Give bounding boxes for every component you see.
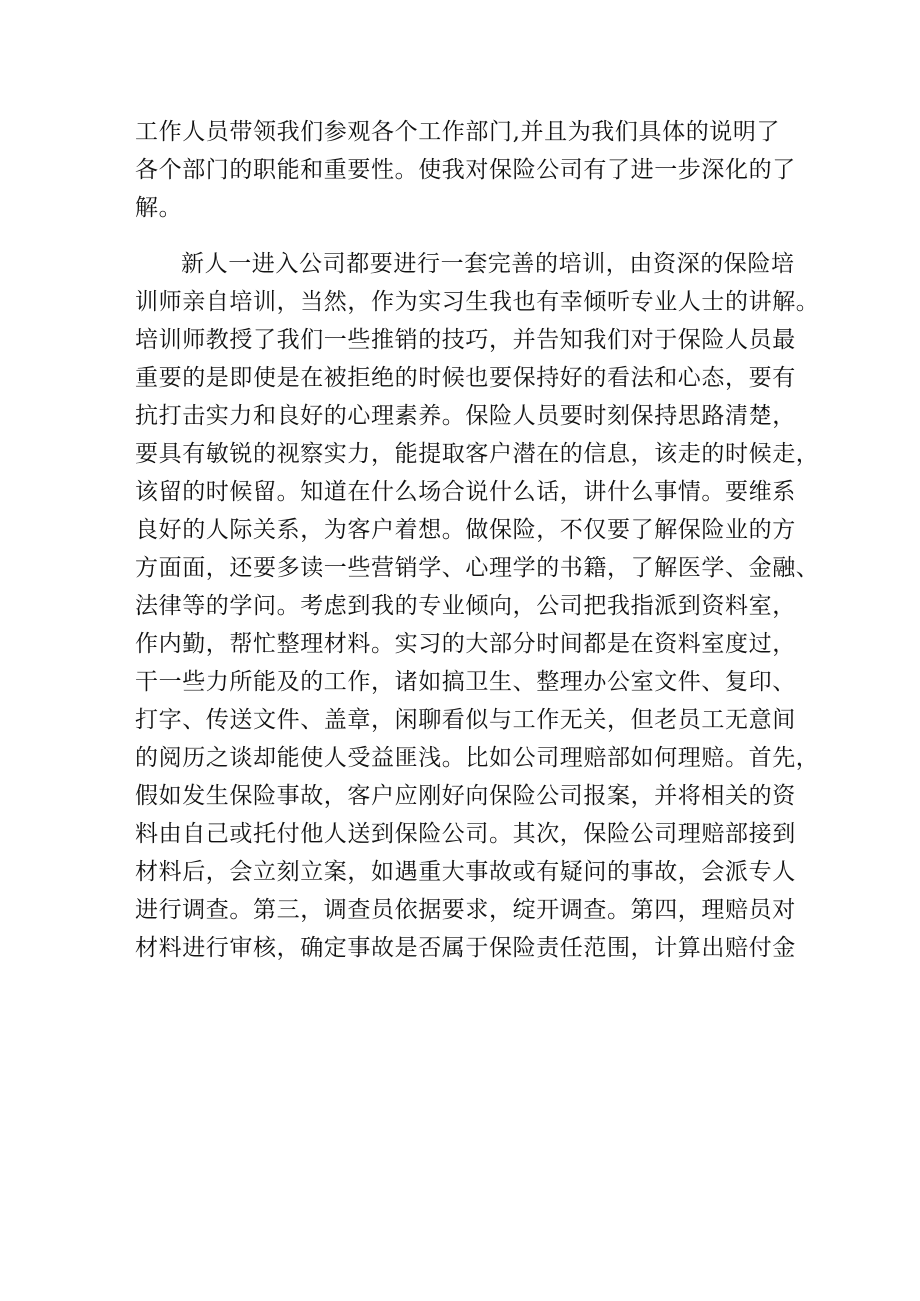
text-line: 要具有敏锐的视察实力，能提取客户潜在的信息，该走的时候走， — [135, 441, 820, 467]
text-line: 各个部门的职能和重要性。使我对保险公司有了进一步深化的了 — [135, 157, 796, 183]
text-line: 假如发生保险事故，客户应刚好向保险公司报案，并将相关的资 — [135, 783, 796, 809]
text-line: 法律等的学问。考虑到我的专业倾向，公司把我指派到资料室， — [135, 593, 796, 619]
paragraph-1 — [135, 113, 815, 227]
text-line: 训师亲自培训，当然，作为实习生我也有幸倾听专业人士的讲解。 — [135, 289, 820, 315]
text-line: 重要的是即使是在被拒绝的时候也要保持好的看法和心态，要有 — [135, 365, 796, 391]
text-line: 解。 — [135, 195, 183, 221]
text-line: 培训师教授了我们一些推销的技巧，并告知我们对于保险人员最 — [135, 327, 796, 353]
body-text — [135, 113, 820, 1119]
text-line — [135, 1043, 815, 1081]
text-line: 料由自己或托付他人送到保险公司。其次，保险公司理赔部接到 — [135, 821, 796, 847]
text-line — [135, 1005, 815, 1043]
paragraph-spacer — [135, 227, 815, 245]
text-line — [135, 1081, 815, 1119]
text-line: 干一些力所能及的工作，诸如搞卫生、整理办公室文件、复印、 — [135, 669, 796, 695]
text-line: 方面面，还要多读一些营销学、心理学的书籍，了解医学、金融、 — [135, 555, 820, 581]
text-line: 打字、传送文件、盖章，闲聊看似与工作无关，但老员工无意间 — [135, 707, 796, 733]
text-line: 作内勤，帮忙整理材料。实习的大部分时间都是在资料室度过， — [135, 631, 796, 657]
text-line: 材料后，会立刻立案，如遇重大事故或有疑问的事故，会派专人 — [135, 859, 796, 885]
text-line: 该留的时候留。知道在什么场合说什么话，讲什么事情。要维系 — [135, 479, 796, 505]
text-line: 工作人员带领我们参观各个工作部门,并且为我们具体的说明了 — [135, 119, 781, 145]
paragraph-2 — [135, 245, 820, 1119]
text-line: 进行调查。第三，调查员依据要求，绽开调查。第四，理赔员对 — [135, 897, 796, 923]
text-line — [135, 967, 815, 1005]
text-line: 新人一进入公司都要进行一套完善的培训，由资深的保险培 — [181, 251, 795, 277]
text-line: 良好的人际关系，为客户着想。做保险，不仅要了解保险业的方 — [135, 517, 796, 543]
text-line: 材料进行审核，确定事故是否属于保险责任范围，计算出赔付金 — [135, 935, 796, 961]
text-line: 的阅历之谈却能使人受益匪浅。比如公司理赔部如何理赔。首先， — [135, 745, 820, 771]
text-line: 抗打击实力和良好的心理素养。保险人员要时刻保持思路清楚， — [135, 403, 796, 429]
